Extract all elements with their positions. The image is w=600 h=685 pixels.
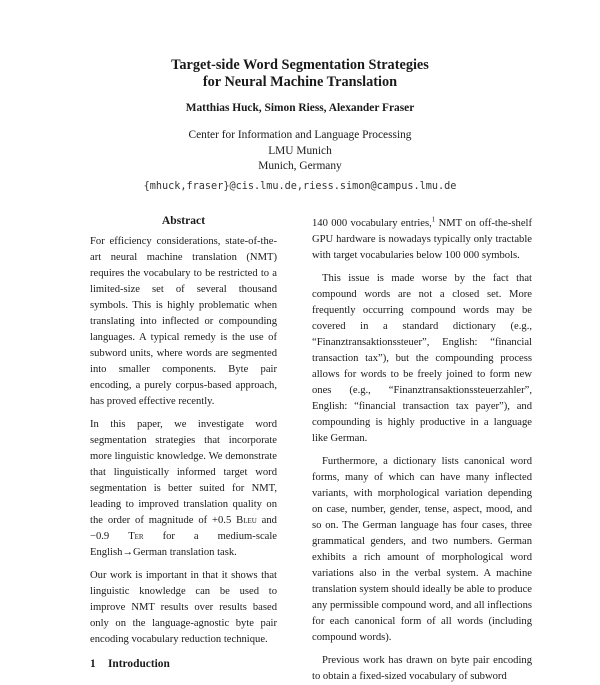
affiliation-line-3: Munich, Germany (258, 160, 342, 172)
author-emails: {mhuck,fraser}@cis.lmu.de,riess.simon@campus.lmu.de (143, 181, 457, 192)
abstract-p2-text-a: In this paper, we investigate word segmentation strategies that incorporate more linguistic knowledge. We demonstrate that linguistically informed target word segmentation is better suited for NMT, leading to improved translation quality on the order of magnitude of +0.5 (90, 419, 277, 526)
abstract-paragraph-1: For efficiency considerations, state-of-the-art neural machine translation (NMT) requires the vocabulary to be restricted to a limited-size set of several thousand symbols. This is highly problematic when translating into inflected or compounding languages. A typical remedy is the use of subword units, where words are segmented into smaller components. Byte pair encoding, a purely corpus-based approach, has proved effective recently. (90, 236, 277, 407)
footnote-marker[interactable]: 1 (431, 215, 436, 224)
section-title: Introduction (108, 658, 170, 670)
body-paragraph-4: Previous work has drawn on byte pair encoding to obtain a fixed-sized vocabulary of subword (312, 655, 532, 682)
body-p1-text-a: 140 000 vocabulary entries, (312, 218, 432, 229)
bleu-metric: Bleu (236, 515, 257, 526)
body-paragraph-3: Furthermore, a dictionary lists canonical word forms, many of which can have many inflected variants, with morphological variation depending on case, number, gender, tense, aspect, mood, and so on. The German language has four cases, three grammatical genders, and two numbers. German exhibits a rich amount of morphological word variations also in the verbal system. A machine translation system should ideally be able to produce any permissible compound word, and all inflections for each canonical form of all words (including compound words). (312, 456, 532, 643)
title-line-2: for Neural Machine Translation (202, 74, 398, 90)
ter-metric: Ter (128, 531, 144, 542)
affiliation (0, 128, 600, 175)
abstract-paragraph-3: Our work is important in that it shows that linguistic knowledge can be used to improve NMT results over results based only on the language-agnostic byte pair encoding vocabulary reduction technique. (90, 570, 277, 645)
author-list: Matthias Huck, Simon Riess, Alexander Fraser (185, 102, 415, 114)
abstract-heading: Abstract (161, 214, 206, 227)
left-column (90, 214, 277, 671)
abstract-paragraph-2 (90, 417, 277, 561)
section-heading-introduction (90, 657, 277, 671)
abstract-p2-text-b: and −0.9 (90, 515, 277, 542)
right-column (312, 216, 532, 685)
body-paragraph-1 (312, 216, 532, 264)
section-number: 1 (90, 658, 96, 670)
paper-title (0, 57, 600, 91)
body-paragraph-2: This issue is made worse by the fact that compound words are not a closed set. More frequently occurring compound words may be covered in a standard dictionary (e.g., “Finanztransaktionssteuer”, English: “financial transaction tax”), but the compounding process allows for words to be freely joined to form new ones (e.g., “Finanztransaktionssteuerzahler”, English: “financial transaction tax payer”), and compounding is highly productive in a language like German. (312, 273, 532, 444)
body-p1-text-b: NMT on off-the-shelf GPU hardware is nowadays typically only tractable with target vocabularies below 100 000 symbols. (312, 218, 532, 261)
affiliation-line-2: LMU Munich (268, 144, 332, 157)
affiliation-line-1: Center for Information and Language Processing (188, 129, 412, 141)
title-line-1: Target-side Word Segmentation Strategies (171, 57, 429, 73)
abstract-p2-text-c: for a medium-scale English→German translation task. (90, 531, 277, 558)
